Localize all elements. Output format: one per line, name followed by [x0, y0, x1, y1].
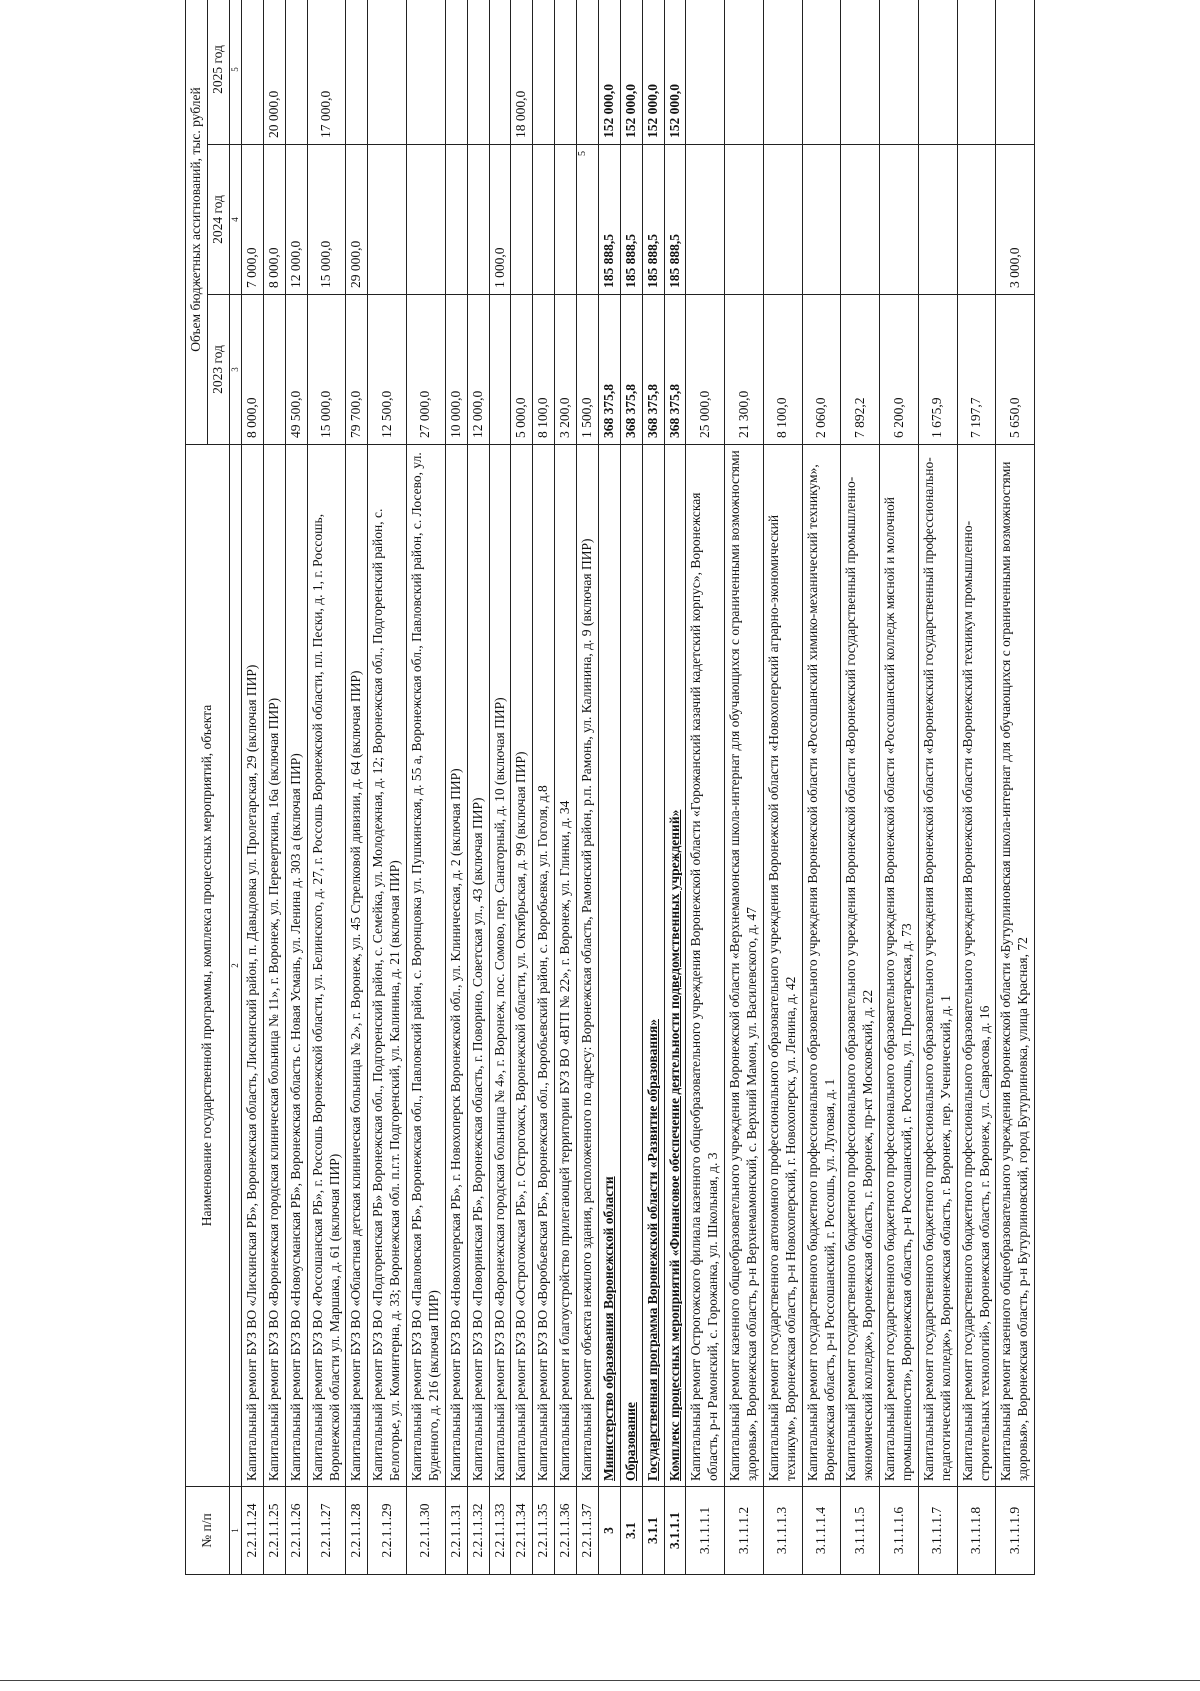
row-value-2023: 79 700,0 [346, 295, 368, 445]
row-value-2023: 5 650,0 [996, 295, 1035, 445]
table-row [802, 0, 841, 1575]
row-name: Капитальный ремонт БУЗ ВО «Областная детская клиническая больница № 2», г. Воронеж, ул. 45 Стрелковой дивизии, д. 64 (включая ПИР) [346, 445, 368, 1487]
row-name: Капитальный ремонт Острогожского филиала казенного общеобразовательного учреждения Воронежской области «Горожанский казачий кадетский корпус», Воронежская область, р-н Рамонский, с. Горожанка, ул. Школьная, д. 3 [686, 445, 725, 1487]
table-row [307, 0, 346, 1575]
row-name: Министерство образования Воронежской области [598, 445, 620, 1487]
row-number: 3.1.1.1.8 [957, 1487, 996, 1575]
table-row [841, 0, 880, 1575]
row-value-2024 [577, 145, 599, 295]
row-value-2024: 185 888,5 [664, 145, 686, 295]
table-row [242, 0, 264, 1575]
row-value-2023: 368 375,8 [620, 295, 642, 445]
row-name: Капитальный ремонт государственного бюджетного профессионального образовательного учреждения Воронежской области «Воронежский государственный профессионально-педагогический колледж», Воронежская область, г. Воронеж, пер. Ученический, д. 1 [918, 445, 957, 1487]
row-value-2024: 185 888,5 [620, 145, 642, 295]
row-number: 2.2.1.1.29 [368, 1487, 407, 1575]
row-number: 2.2.1.1.34 [511, 1487, 533, 1575]
column-number: 5 [229, 0, 241, 145]
row-name: Капитальный ремонт БУЗ ВО «Новохоперская РБ», г. Новохоперск Воронежской обл., ул. Клиническая, д. 2 (включая ПИР) [445, 445, 467, 1487]
row-value-2024 [533, 145, 555, 295]
row-name: Капитальный ремонт БУЗ ВО «Воробьевская РБ», Воронежская обл., Воробьевский район, с. Воробьевка, ул. Гоголя, д.8 [533, 445, 555, 1487]
row-name: Капитальный ремонт казенного общеобразовательного учреждения Воронежской области «Верхнемамонская школа-интернат для обучающихся с ограниченными возможностями здоровья», Воронежская область, р-н Верхнемамонский, с. Верхний Мамон, ул. Василевского, д. 47 [725, 445, 764, 1487]
row-value-2025 [802, 0, 841, 145]
row-value-2025 [445, 0, 467, 145]
table-row [598, 0, 620, 1575]
table-row [957, 0, 996, 1575]
row-value-2025: 152 000,0 [664, 0, 686, 145]
row-value-2023: 2 060,0 [802, 295, 841, 445]
row-number: 2.2.1.1.28 [346, 1487, 368, 1575]
row-value-2024 [841, 145, 880, 295]
row-value-2025 [368, 0, 407, 145]
row-value-2023: 12 500,0 [368, 295, 407, 445]
row-number: 3.1.1.1.4 [802, 1487, 841, 1575]
table-row [880, 0, 919, 1575]
column-number: 3 [229, 295, 241, 445]
table-row [533, 0, 555, 1575]
row-number: 2.2.1.1.37 [577, 1487, 599, 1575]
row-value-2023: 1 500,0 [577, 295, 599, 445]
row-number: 2.2.1.1.32 [467, 1487, 489, 1575]
row-name: Капитальный ремонт БУЗ ВО «Воронежская городская клиническая больница № 11», г. Воронеж, ул. Переверткина, 16а (включая ПИР) [263, 445, 285, 1487]
header-year-2023: 2023 год [207, 295, 229, 445]
row-value-2025 [686, 0, 725, 145]
column-number: 2 [229, 445, 241, 1487]
header-year-2025: 2025 год [207, 0, 229, 145]
row-name: Капитальный ремонт БУЗ ВО «Острогожская РБ», г. Острогожск, Воронежской области, ул. Октябрьская, д. 99 (включая ПИР) [511, 445, 533, 1487]
row-value-2023: 3 200,0 [555, 295, 577, 445]
row-value-2024: 8 000,0 [263, 145, 285, 295]
row-value-2023: 10 000,0 [445, 295, 467, 445]
row-value-2025: 20 000,0 [263, 0, 285, 145]
row-value-2024 [957, 145, 996, 295]
row-name: Капитальный ремонт государственного бюджетного профессионального образовательного учреждения Воронежской области «Россошанский химико-механический техникум», Воронежская область, р-н Россошанский, г. Россошь, ул. Луговая, д. 1 [802, 445, 841, 1487]
row-value-2023: 15 000,0 [307, 295, 346, 445]
row-value-2025 [763, 0, 802, 145]
table-row [407, 0, 446, 1575]
row-value-2025 [880, 0, 919, 145]
row-value-2024: 3 000,0 [996, 145, 1035, 295]
row-value-2023: 1 675,9 [918, 295, 957, 445]
row-value-2023: 368 375,8 [598, 295, 620, 445]
row-name: Капитальный ремонт БУЗ ВО «Подгоренская РБ» Воронежская обл., Подгоренский район, с. Семейка, ул. Молодежная, д. 12; Воронежская обл., Подгоренский район, с. Белогорье, ул. Коминтерна, д. 33; Воронежская обл. п.г.т. Подгоренский, ул. Калинина, д. 21 (включая ПИР) [368, 445, 407, 1487]
row-value-2025 [996, 0, 1035, 145]
row-value-2023: 368 375,8 [664, 295, 686, 445]
row-value-2025 [346, 0, 368, 145]
row-number: 2.2.1.1.30 [407, 1487, 446, 1575]
row-number: 3.1.1.1.3 [763, 1487, 802, 1575]
row-number: 2.2.1.1.31 [445, 1487, 467, 1575]
page-number: 5 [577, 151, 588, 156]
table-row [368, 0, 407, 1575]
row-value-2024: 185 888,5 [642, 145, 664, 295]
row-name: Капитальный ремонт государственного автономного профессионального образовательного учреждения Воронежской области «Новохоперский аграрно-экономический техникум», Воронежская область, р-н Новохоперский, г. Новохоперск, ул. Ленина, д. 42 [763, 445, 802, 1487]
budget-table [185, 0, 1035, 1575]
row-number: 3.1.1.1.1 [686, 1487, 725, 1575]
row-number: 2.2.1.1.27 [307, 1487, 346, 1575]
row-name: Капитальный ремонт БУЗ ВО «Новоусманская РБ», Воронежская область с. Новая Усмань, ул. Ленина д. 303 а (включая ПИР) [285, 445, 307, 1487]
row-value-2024 [725, 145, 764, 295]
table-row [996, 0, 1035, 1575]
row-number: 3 [598, 1487, 620, 1575]
table-row [664, 0, 686, 1575]
table-row [445, 0, 467, 1575]
row-value-2023: 27 000,0 [407, 295, 446, 445]
row-name: Комплекс процессных мероприятий «Финансовое обеспечение деятельности подведомственных учреждений» [664, 445, 686, 1487]
row-name: Капитальный ремонт БУЗ ВО «Павловская РБ», Воронежская обл., Павловский район, с. Воронцовка ул. Пушкинская, д. 55 а, Воронежская обл., Павловский район, с. Лосево, ул. Буденного, д. 216 (включая ПИР) [407, 445, 446, 1487]
row-value-2023: 368 375,8 [642, 295, 664, 445]
row-number: 2.2.1.1.26 [285, 1487, 307, 1575]
table-row [511, 0, 533, 1575]
row-value-2025 [407, 0, 446, 145]
row-name: Капитальный ремонт объекта нежилого здания, расположенного по адресу: Воронежская область, Рамонский район, р.п. Рамонь, ул. Калинина, д. 9 (включая ПИР) [577, 445, 599, 1487]
row-number: 3.1.1 [642, 1487, 664, 1575]
table-row [577, 0, 599, 1575]
table-body [242, 0, 1035, 1575]
row-value-2023: 21 300,0 [725, 295, 764, 445]
row-number: 2.2.1.1.35 [533, 1487, 555, 1575]
row-number: 3.1.1.1.6 [880, 1487, 919, 1575]
row-value-2024 [686, 145, 725, 295]
column-number: 4 [229, 145, 241, 295]
row-name: Государственная программа Воронежской области «Развитие образования» [642, 445, 664, 1487]
row-value-2024: 15 000,0 [307, 145, 346, 295]
row-value-2025 [555, 0, 577, 145]
column-number: 1 [229, 1487, 241, 1575]
row-value-2023: 8 100,0 [763, 295, 802, 445]
row-value-2024 [407, 145, 446, 295]
row-number: 2.2.1.1.33 [489, 1487, 511, 1575]
row-name: Капитальный ремонт БУЗ ВО «Поворинская РБ», Воронежская область, г. Поворино, Советская ул., 43 (включая ПИР) [467, 445, 489, 1487]
row-value-2023: 5 000,0 [511, 295, 533, 445]
table-row [620, 0, 642, 1575]
row-value-2024: 12 000,0 [285, 145, 307, 295]
table-row [467, 0, 489, 1575]
table-row [555, 0, 577, 1575]
row-value-2025 [242, 0, 264, 145]
table-row [642, 0, 664, 1575]
row-value-2025 [489, 0, 511, 145]
row-value-2024 [802, 145, 841, 295]
row-number: 3.1.1.1.9 [996, 1487, 1035, 1575]
row-value-2024 [467, 145, 489, 295]
row-name: Образование [620, 445, 642, 1487]
header-num: № п/п [186, 1487, 230, 1575]
row-value-2025: 152 000,0 [642, 0, 664, 145]
row-number: 3.1 [620, 1487, 642, 1575]
row-value-2024 [555, 145, 577, 295]
row-value-2025 [841, 0, 880, 145]
table-row [285, 0, 307, 1575]
row-value-2023 [489, 295, 511, 445]
row-value-2025 [285, 0, 307, 145]
row-value-2023: 8 100,0 [533, 295, 555, 445]
row-value-2024 [763, 145, 802, 295]
row-name: Капитальный ремонт государственного бюджетного профессионального образовательного учреждения Воронежской области «Воронежский техникум промышленно-строительных технологий», Воронежская область, г. Воронеж, ул. Саврасова, д. 16 [957, 445, 996, 1487]
row-name: Капитальный ремонт БУЗ ВО «Россошанская РБ», г. Россошь Воронежской области, ул. Белинского, д. 27, г. Россошь Воронежской области, пл. Пески, д. 1, г. Россошь, Воронежской области ул. Маршака, д. 61 (включая ПИР) [307, 445, 346, 1487]
table-row [489, 0, 511, 1575]
row-number: 2.2.1.1.25 [263, 1487, 285, 1575]
row-name: Капитальный ремонт БУЗ ВО «Воронежская городская больница № 4», г. Воронеж, пос. Сомово, пер. Санаторный, д. 10 (включая ПИР) [489, 445, 511, 1487]
row-value-2023: 25 000,0 [686, 295, 725, 445]
row-value-2024: 7 000,0 [242, 145, 264, 295]
row-value-2023 [263, 295, 285, 445]
row-number: 3.1.1.1.7 [918, 1487, 957, 1575]
header-year-2024: 2024 год [207, 145, 229, 295]
row-value-2024 [880, 145, 919, 295]
row-value-2023: 6 200,0 [880, 295, 919, 445]
row-name: Капитальный ремонт и благоустройство прилегающей территории БУЗ ВО «ВГП № 22», г. Воронеж, ул. Глинки, д. 34 [555, 445, 577, 1487]
row-value-2024: 29 000,0 [346, 145, 368, 295]
row-number: 3.1.1.1.5 [841, 1487, 880, 1575]
row-name: Капитальный ремонт казенного общеобразовательного учреждения Воронежской области «Бутурлиновская школа-интернат для обучающихся с ограниченными возможностями здоровья», Воронежская область, р-н Бутурлиновский, город Бутурлиновка, улица Красная, 72 [996, 445, 1035, 1487]
row-value-2024 [368, 145, 407, 295]
table-row [686, 0, 725, 1575]
row-value-2025: 18 000,0 [511, 0, 533, 145]
header-name: Наименование государственной программы, комплекса процессных мероприятий, объекта [186, 445, 230, 1487]
row-name: Капитальный ремонт государственного бюджетного профессионального образовательного учреждения Воронежской области «Россошанский колледж мясной и молочной промышленности», Воронежская область, р-н Россошанский, г. Россошь, ул. Пролетарская, д. 73 [880, 445, 919, 1487]
row-value-2025 [533, 0, 555, 145]
row-value-2025 [467, 0, 489, 145]
row-number: 3.1.1.1 [664, 1487, 686, 1575]
row-value-2023: 12 000,0 [467, 295, 489, 445]
table-row [346, 0, 368, 1575]
row-value-2024 [511, 145, 533, 295]
row-value-2024 [918, 145, 957, 295]
table-row [918, 0, 957, 1575]
row-value-2024: 185 888,5 [598, 145, 620, 295]
row-value-2025: 152 000,0 [620, 0, 642, 145]
row-name: Капитальный ремонт государственного бюджетного профессионального образовательного учреждения Воронежской области «Воронежский государственный промышленно-экономический колледж», Воронежская область, г. Воронеж, пр-кт Московский, д. 22 [841, 445, 880, 1487]
row-number: 3.1.1.1.2 [725, 1487, 764, 1575]
row-value-2025 [725, 0, 764, 145]
row-value-2025: 17 000,0 [307, 0, 346, 145]
row-value-2025: 152 000,0 [598, 0, 620, 145]
budget-table-page [185, 0, 1185, 1575]
row-value-2023: 8 000,0 [242, 295, 264, 445]
row-value-2023: 7 197,7 [957, 295, 996, 445]
row-number: 2.2.1.1.24 [242, 1487, 264, 1575]
table-row [725, 0, 764, 1575]
row-value-2025 [957, 0, 996, 145]
row-value-2025 [918, 0, 957, 145]
row-value-2025 [577, 0, 599, 145]
row-value-2024: 1 000,0 [489, 145, 511, 295]
row-name: Капитальный ремонт БУЗ ВО «Лискинская РБ», Воронежская область, Лискинский район, п. Давыдовка ул. Пролетарская, 29 (включая ПИР) [242, 445, 264, 1487]
row-value-2024 [445, 145, 467, 295]
row-number: 2.2.1.1.36 [555, 1487, 577, 1575]
row-value-2023: 49 500,0 [285, 295, 307, 445]
table-row [763, 0, 802, 1575]
row-value-2023: 7 892,2 [841, 295, 880, 445]
table-row [263, 0, 285, 1575]
page-edge-line [0, 1680, 1200, 1681]
header-budget: Объем бюджетных ассигнований, тыс. рублей [186, 0, 208, 445]
